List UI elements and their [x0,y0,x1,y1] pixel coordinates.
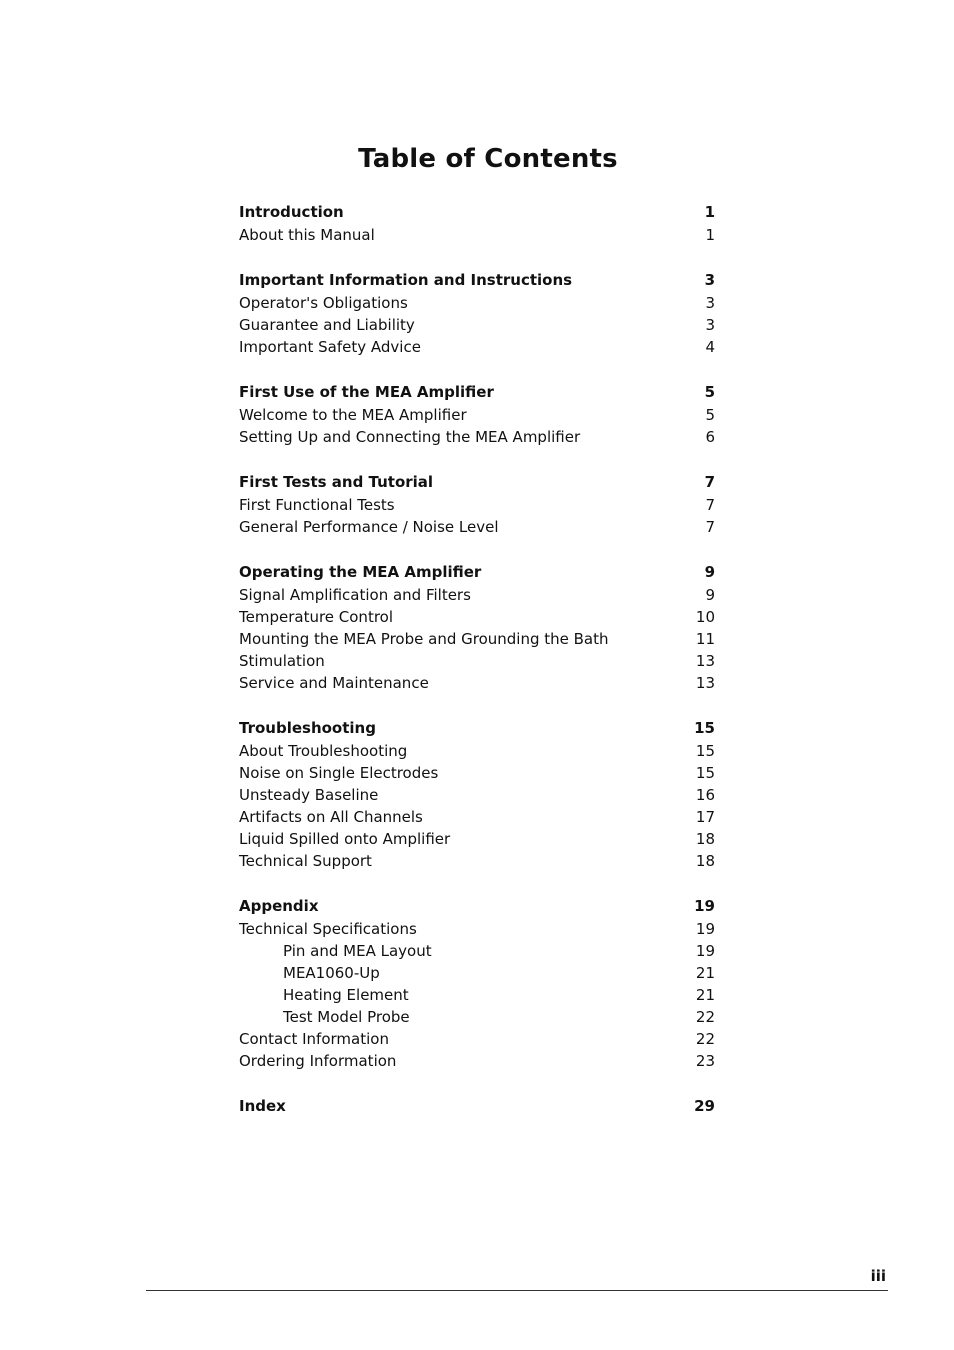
toc-entry-title: Pin and MEA Layout [283,942,432,960]
toc-entry[interactable] [239,292,715,314]
toc-entry-title: Important Safety Advice [239,338,421,356]
toc-entry[interactable] [239,606,715,628]
toc-entry-page: 1 [705,226,715,244]
toc-chapter-page: 29 [694,1097,715,1115]
toc-chapter-page: 9 [704,563,715,581]
toc-entry-title: Technical Support [239,852,372,870]
toc-entry-title: Stimulation [239,652,325,670]
toc-entry[interactable] [239,314,715,336]
toc-chapter-heading[interactable] [239,894,715,918]
toc-chapter-heading[interactable] [239,716,715,740]
toc-entry-title: Welcome to the MEA Amplifier [239,406,467,424]
toc-entry-title: Noise on Single Electrodes [239,764,439,782]
toc-entry-title: Signal Amplification and Filters [239,586,471,604]
toc-chapter-heading[interactable] [239,200,715,224]
toc-entry-title: Contact Information [239,1030,389,1048]
toc-subsection-entry[interactable] [239,940,715,962]
toc-entry-page: 19 [695,942,715,960]
toc-entry-page: 3 [705,294,715,312]
toc-entry-title: Service and Maintenance [239,674,429,692]
toc-entry-title: Ordering Information [239,1052,397,1070]
toc-entry-title: Setting Up and Connecting the MEA Amplifier [239,428,581,446]
toc-entry-page: 7 [705,518,715,536]
toc-entry-page: 18 [695,830,715,848]
toc-subsection-entry[interactable] [239,984,715,1006]
toc-entry-title: First Functional Tests [239,496,395,514]
toc-entry-title: About this Manual [239,226,375,244]
toc-entry[interactable] [239,672,715,694]
toc-entry-page: 7 [705,496,715,514]
toc-chapter-title: First Tests and Tutorial [239,473,434,491]
toc-entry[interactable] [239,784,715,806]
toc-entry-page: 23 [695,1052,715,1070]
toc-section [239,380,715,448]
toc-section [239,470,715,538]
toc-entry-page: 15 [695,742,715,760]
toc-entry-page: 17 [695,808,715,826]
toc-entry[interactable] [239,1028,715,1050]
toc-section [239,894,715,1072]
toc-entry-title: Operator's Obligations [239,294,408,312]
toc-entry-title: Temperature Control [239,608,394,626]
toc-entry-page: 19 [695,920,715,938]
toc-entry[interactable] [239,628,715,650]
toc-chapter-title: Troubleshooting [239,719,376,737]
toc-entry-page: 21 [695,986,715,1004]
toc-entry[interactable] [239,650,715,672]
toc-entry-page: 10 [695,608,715,626]
toc-entry-title: Guarantee and Liability [239,316,415,334]
toc-chapter-page: 5 [704,383,715,401]
toc-entry-page: 9 [705,586,715,604]
toc-entry[interactable] [239,762,715,784]
toc-entry-page: 18 [695,852,715,870]
toc-entry[interactable] [239,740,715,762]
toc-section [239,200,715,246]
toc-chapter-title: Index [239,1097,286,1115]
toc-chapter-page: 1 [704,203,715,221]
toc-entry-title: Heating Element [283,986,409,1004]
toc-chapter-page: 19 [694,897,715,915]
toc-entry[interactable] [239,918,715,940]
page-title: Table of Contents [358,144,618,174]
toc-entry-page: 22 [695,1030,715,1048]
toc-entry[interactable] [239,828,715,850]
toc-section [239,1094,715,1118]
toc-subsection-entry[interactable] [239,1006,715,1028]
toc-chapter-heading[interactable] [239,268,715,292]
toc-entry[interactable] [239,584,715,606]
toc-chapter-title: Introduction [239,203,344,221]
toc-entry-page: 13 [695,674,715,692]
toc-chapter-title: First Use of the MEA Amplifier [239,383,494,401]
toc-subsection-entry[interactable] [239,962,715,984]
toc-entry-page: 3 [705,316,715,334]
toc-entry[interactable] [239,426,715,448]
toc-entry-title: General Performance / Noise Level [239,518,499,536]
toc-section [239,716,715,872]
toc-entry-page: 6 [705,428,715,446]
toc-entry[interactable] [239,404,715,426]
toc-entry[interactable] [239,494,715,516]
toc-chapter-title: Appendix [239,897,319,915]
toc-chapter-page: 15 [694,719,715,737]
toc-entry-page: 21 [695,964,715,982]
toc-entry-title: Liquid Spilled onto Amplifier [239,830,451,848]
toc-entry-page: 4 [705,338,715,356]
toc-entry-page: 16 [695,786,715,804]
toc-chapter-page: 7 [704,473,715,491]
toc-chapter-title: Operating the MEA Amplifier [239,563,482,581]
toc-chapter-page: 3 [704,271,715,289]
toc-section [239,560,715,694]
toc-chapter-title: Important Information and Instructions [239,271,573,289]
table-of-contents [239,200,715,1140]
page-number: iii [870,1267,886,1285]
toc-chapter-heading[interactable] [239,380,715,404]
toc-entry-title: Technical Specifications [239,920,417,938]
toc-entry[interactable] [239,806,715,828]
toc-section [239,268,715,358]
toc-entry-page: 13 [695,652,715,670]
toc-entry-page: 22 [695,1008,715,1026]
toc-entry-title: Test Model Probe [283,1008,410,1026]
toc-entry-title: Unsteady Baseline [239,786,379,804]
toc-entry-page: 5 [705,406,715,424]
toc-entry-title: Artifacts on All Channels [239,808,423,826]
toc-entry-title: Mounting the MEA Probe and Grounding the Bath [239,630,609,648]
toc-entry[interactable] [239,224,715,246]
toc-entry-title: MEA1060-Up [283,964,380,982]
toc-entry-page: 11 [695,630,715,648]
toc-chapter-heading[interactable] [239,560,715,584]
toc-entry[interactable] [239,336,715,358]
toc-entry[interactable] [239,1050,715,1072]
toc-entry-title: About Troubleshooting [239,742,408,760]
footer-rule [146,1290,888,1291]
toc-chapter-heading[interactable] [239,1094,715,1118]
toc-entry[interactable] [239,850,715,872]
toc-chapter-heading[interactable] [239,470,715,494]
toc-entry-page: 15 [695,764,715,782]
toc-entry[interactable] [239,516,715,538]
